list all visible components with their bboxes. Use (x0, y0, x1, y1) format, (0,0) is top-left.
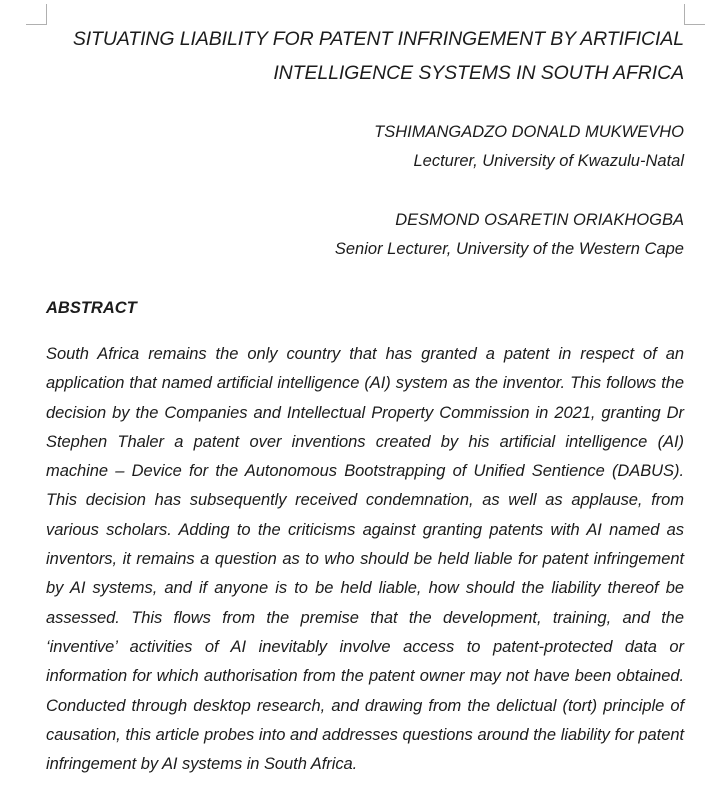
author-block (46, 206, 684, 264)
author-affiliation: Senior Lecturer, University of the Western Cape (334, 240, 684, 258)
page-corner-mark-right (684, 4, 705, 25)
author-name: DESMOND OSARETIN ORIAKHOGBA (395, 211, 684, 229)
author-name: TSHIMANGADZO DONALD MUKWEVHO (374, 123, 684, 141)
abstract-body: South Africa remains the only country that has granted a patent in respect of an application that named artificial intelligence (AI) system as the inventor. This follows the decision by the Companies and Intellectual Property Commission in 2021, granting Dr Stephen Thaler a patent over inventions created by his artificial intelligence (AI) machine – Device for the Autonomous Bootstrapping of Unified Sentience (DABUS). This decision has subsequently received condemnation, as well as applause, from various scholars. Adding to the criticisms against granting patents with AI named as inventors, it remains a question as to who should be held liable for patent infringement by AI systems, and if anyone is to be held liable, how should the liability thereof be assessed. This flows from the premise that the development, training, and the ‘inventive’ activities of AI inevitably involve access to patent-protected data or information for which authorisation from the patent owner may not have been obtained. Conducted through desktop research, and drawing from the delictual (tort) principle of causation, this article probes into and addresses questions around the liability for patent infringement by AI systems in South Africa. (46, 345, 684, 774)
author-block (46, 118, 684, 176)
abstract-heading: ABSTRACT (46, 299, 137, 317)
page-corner-mark-left (26, 4, 47, 25)
author-affiliation: Lecturer, University of Kwazulu-Natal (413, 152, 684, 170)
article-title: SITUATING LIABILITY FOR PATENT INFRINGEMENT BY ARTIFICIAL INTELLIGENCE SYSTEMS IN SOUTH AFRICA (72, 28, 684, 84)
